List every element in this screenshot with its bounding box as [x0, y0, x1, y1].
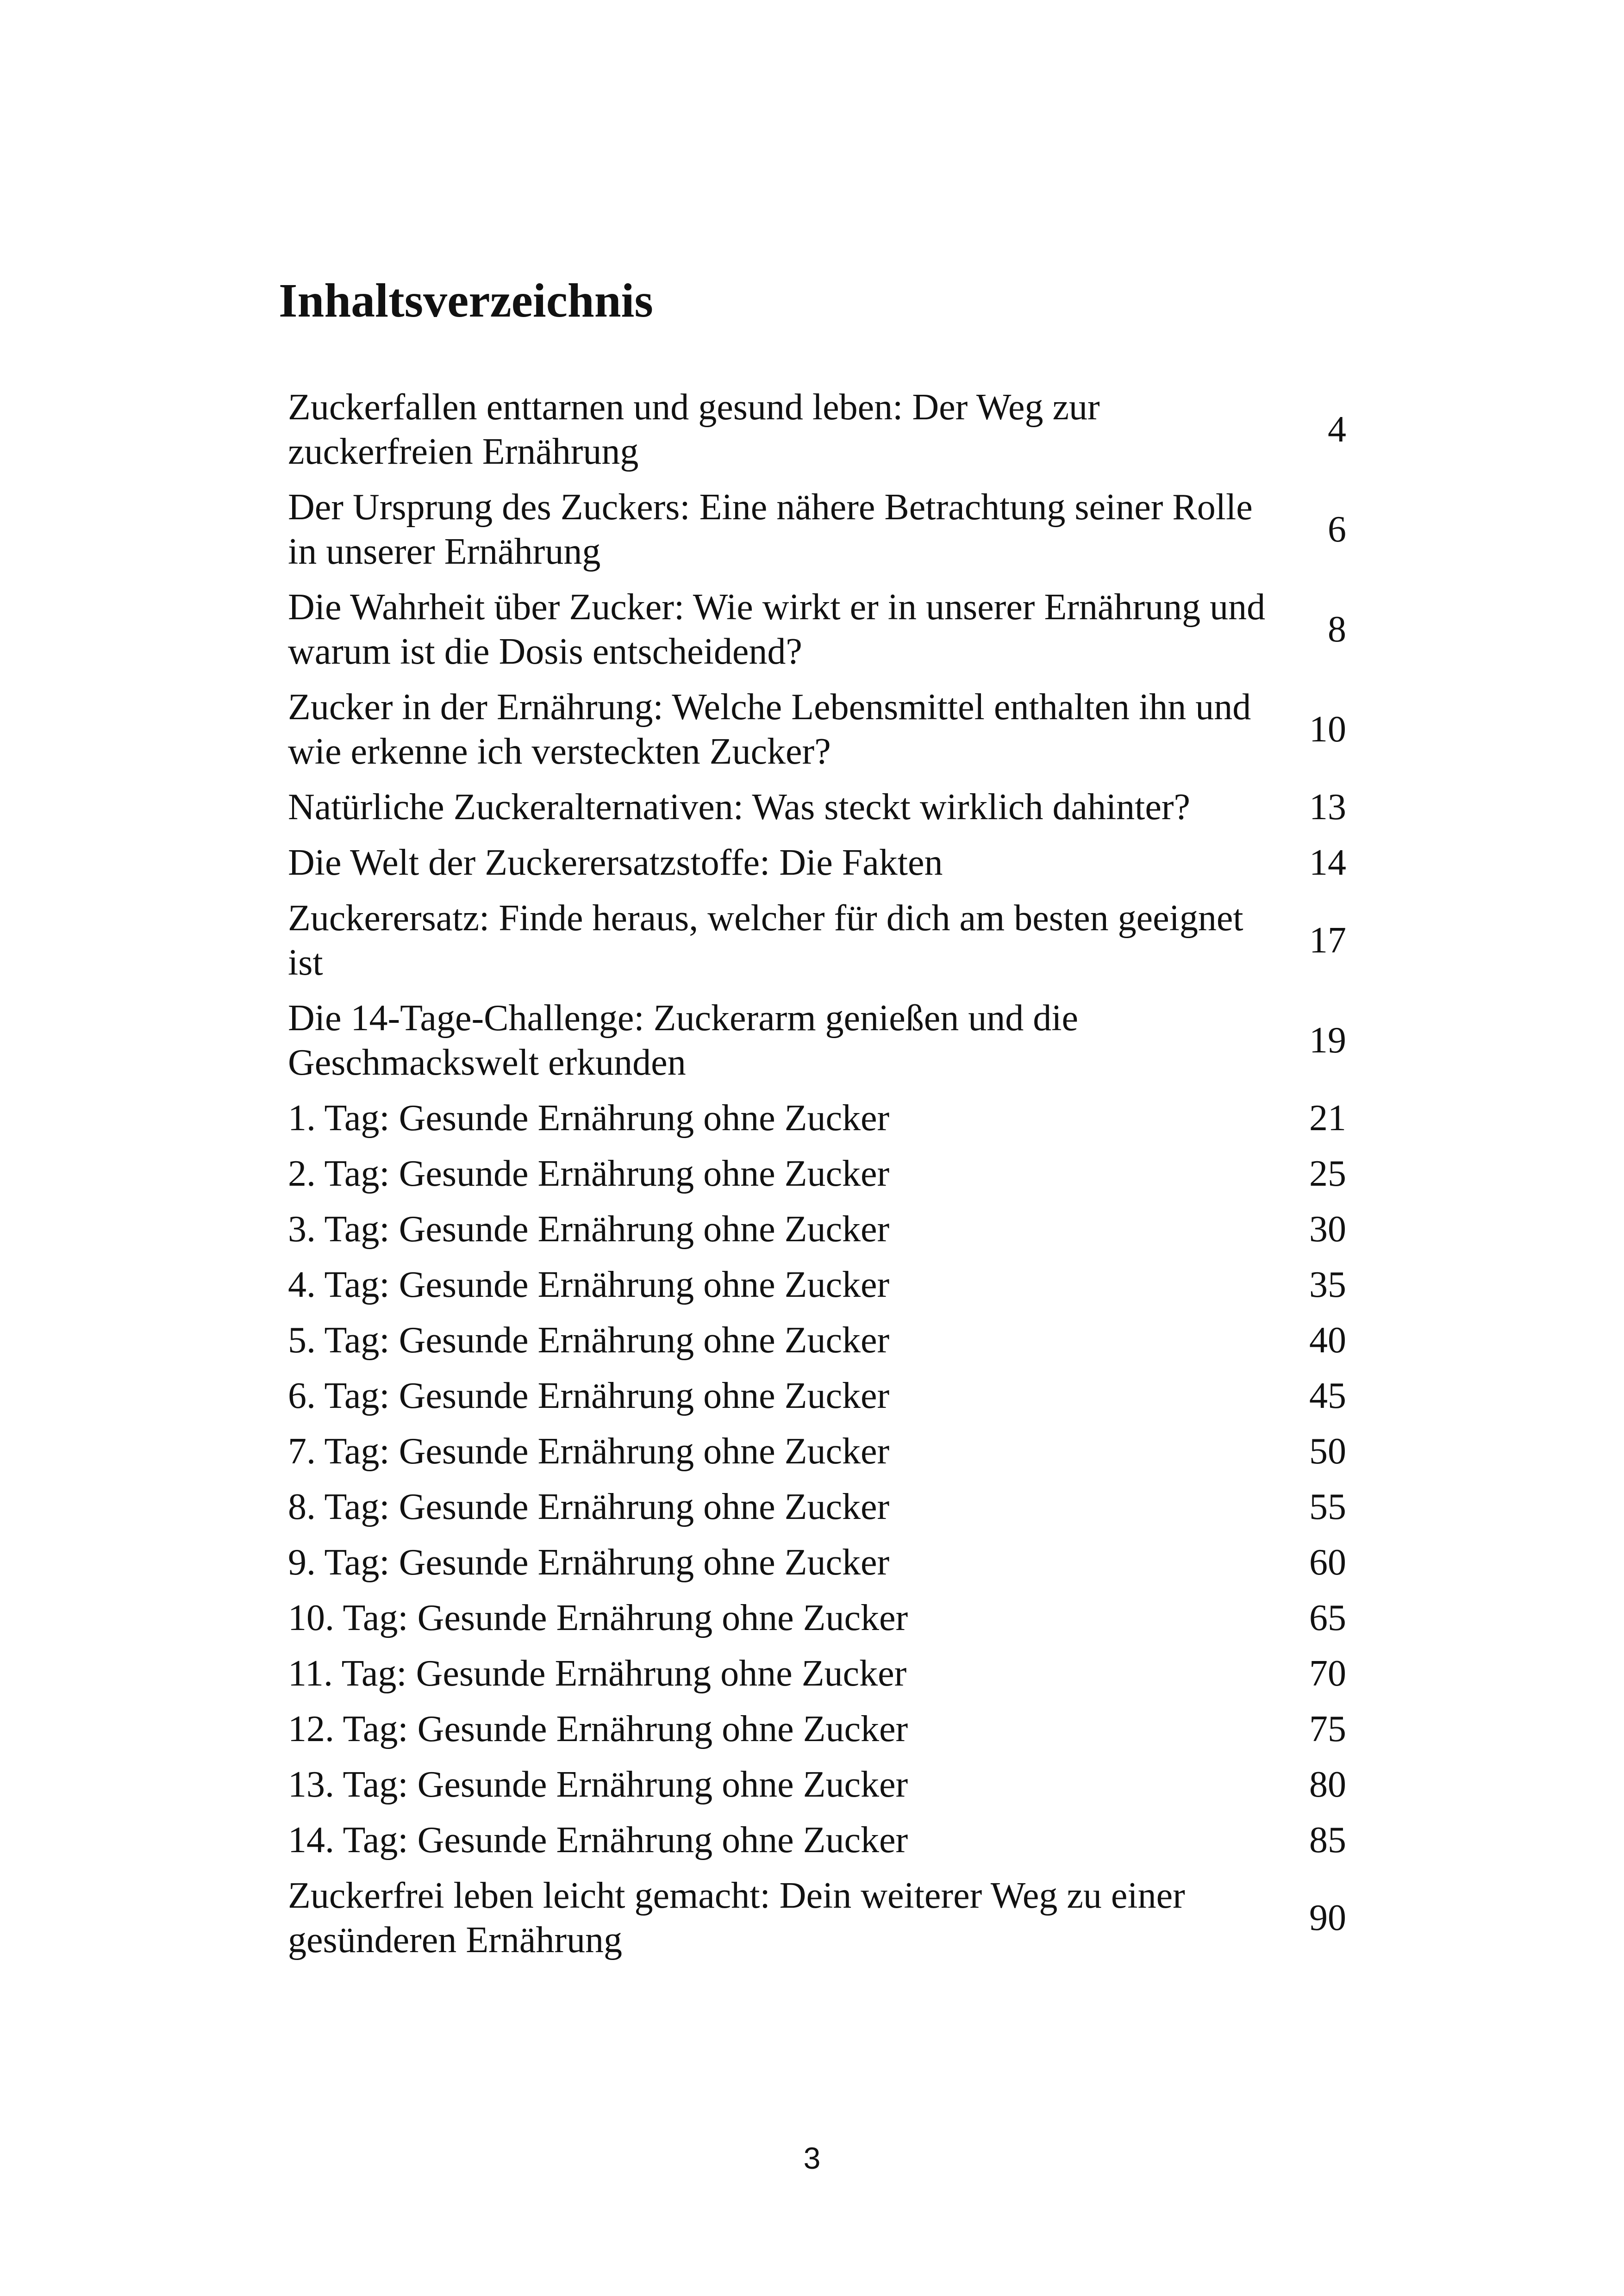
- toc-entry-title: 13. Tag: Gesunde Ernährung ohne Zucker: [288, 1764, 908, 1805]
- page-title: Inhaltsverzeichnis: [279, 274, 653, 327]
- toc-entry-title: 9. Tag: Gesunde Ernährung ohne Zucker: [288, 1542, 890, 1583]
- toc-entry-title: Die 14-Tage-Challenge: Zuckerarm genießen und die Geschmackswelt erkunden: [288, 998, 1079, 1083]
- toc-entry-page-number: 90: [1309, 1898, 1346, 1938]
- toc-entry-page-number: 70: [1309, 1653, 1346, 1694]
- toc-entry-title: 6. Tag: Gesunde Ernährung ohne Zucker: [288, 1375, 890, 1416]
- toc-entry[interactable]: [288, 1762, 1346, 1807]
- toc-entry-page-number: 4: [1328, 409, 1346, 450]
- toc-entry-title: Zuckerfrei leben leicht gemacht: Dein weiterer Weg zu einer gesünderen Ernährung: [288, 1875, 1185, 1960]
- toc-entry-page-number: 13: [1309, 787, 1346, 828]
- toc-entry-title: 1. Tag: Gesunde Ernährung ohne Zucker: [288, 1098, 890, 1139]
- toc-entry[interactable]: [288, 1263, 1346, 1307]
- toc-entry-title: 14. Tag: Gesunde Ernährung ohne Zucker: [288, 1820, 908, 1860]
- toc-entry-page-number: 19: [1309, 1020, 1346, 1061]
- toc-entry-page-number: 75: [1309, 1709, 1346, 1749]
- toc-entry-page-number: 80: [1309, 1764, 1346, 1805]
- toc-entry[interactable]: [288, 840, 1346, 885]
- toc-entry-title: 10. Tag: Gesunde Ernährung ohne Zucker: [288, 1598, 908, 1638]
- toc-entry-page-number: 25: [1309, 1153, 1346, 1194]
- toc-entry[interactable]: [288, 896, 1346, 985]
- toc-entry-title: Zuckerfallen enttarnen und gesund leben: Der Weg zur zuckerfreien Ernährung: [288, 387, 1100, 472]
- toc-entry[interactable]: [288, 1707, 1346, 1751]
- toc-entry-title: Der Ursprung des Zuckers: Eine nähere Betrachtung seiner Rolle in unserer Ernährung: [288, 487, 1253, 572]
- toc-entry[interactable]: [288, 1374, 1346, 1418]
- toc-entry[interactable]: [288, 1151, 1346, 1196]
- toc-entry-page-number: 50: [1309, 1431, 1346, 1472]
- toc-entry[interactable]: [288, 1429, 1346, 1474]
- toc-entry-page-number: 65: [1309, 1598, 1346, 1638]
- toc-entry[interactable]: [288, 1651, 1346, 1696]
- toc-entry-page-number: 8: [1328, 609, 1346, 650]
- toc-entry-title: Natürliche Zuckeralternativen: Was steckt wirklich dahinter?: [288, 787, 1191, 828]
- toc-entry-page-number: 60: [1309, 1542, 1346, 1583]
- toc-entry[interactable]: [288, 1873, 1346, 1962]
- toc-entry[interactable]: [288, 1318, 1346, 1363]
- toc-entry[interactable]: [288, 1207, 1346, 1251]
- toc-entry-title: 8. Tag: Gesunde Ernährung ohne Zucker: [288, 1487, 890, 1527]
- toc-entry-title: Zuckerersatz: Finde heraus, welcher für dich am besten geeignet ist: [288, 898, 1243, 983]
- toc-entry-page-number: 14: [1309, 842, 1346, 883]
- toc-entry[interactable]: [288, 485, 1346, 574]
- page-number: 3: [803, 2141, 821, 2175]
- toc-entry-title: Die Welt der Zuckerersatzstoffe: Die Fakten: [288, 842, 943, 883]
- toc-entry[interactable]: [288, 1485, 1346, 1529]
- toc-entry[interactable]: [288, 785, 1346, 829]
- toc-entry-title: 5. Tag: Gesunde Ernährung ohne Zucker: [288, 1320, 890, 1361]
- toc-entry-title: 3. Tag: Gesunde Ernährung ohne Zucker: [288, 1209, 890, 1250]
- toc-entry-page-number: 35: [1309, 1264, 1346, 1305]
- toc-entry-title: 12. Tag: Gesunde Ernährung ohne Zucker: [288, 1709, 908, 1749]
- toc-entry[interactable]: [288, 1540, 1346, 1585]
- toc-entry[interactable]: [288, 1818, 1346, 1862]
- toc-entry-page-number: 40: [1309, 1320, 1346, 1361]
- toc-entry[interactable]: [288, 1096, 1346, 1140]
- toc-entry-page-number: 45: [1309, 1375, 1346, 1416]
- toc-entry-title: 7. Tag: Gesunde Ernährung ohne Zucker: [288, 1431, 890, 1472]
- toc-entry-page-number: 10: [1309, 709, 1346, 750]
- toc-entry-page-number: 6: [1328, 509, 1346, 550]
- toc-entry-page-number: 30: [1309, 1209, 1346, 1250]
- toc-entry[interactable]: [288, 1596, 1346, 1640]
- toc-entry[interactable]: [288, 685, 1346, 774]
- toc-entry-title: 2. Tag: Gesunde Ernährung ohne Zucker: [288, 1153, 890, 1194]
- table-of-contents: [288, 385, 1346, 1973]
- toc-entry-title: Die Wahrheit über Zucker: Wie wirkt er in unserer Ernährung und warum ist die Dosis entscheidend?: [288, 587, 1266, 672]
- toc-entry-page-number: 85: [1309, 1820, 1346, 1860]
- toc-entry-title: 11. Tag: Gesunde Ernährung ohne Zucker: [288, 1653, 907, 1694]
- toc-entry[interactable]: [288, 585, 1346, 674]
- toc-entry-page-number: 55: [1309, 1487, 1346, 1527]
- toc-entry[interactable]: [288, 996, 1346, 1085]
- toc-entry[interactable]: [288, 385, 1346, 474]
- toc-entry-page-number: 21: [1309, 1098, 1346, 1139]
- toc-entry-title: 4. Tag: Gesunde Ernährung ohne Zucker: [288, 1264, 890, 1305]
- toc-entry-title: Zucker in der Ernährung: Welche Lebensmittel enthalten ihn und wie erkenne ich versteckten Zucker?: [288, 687, 1251, 772]
- toc-entry-page-number: 17: [1309, 920, 1346, 961]
